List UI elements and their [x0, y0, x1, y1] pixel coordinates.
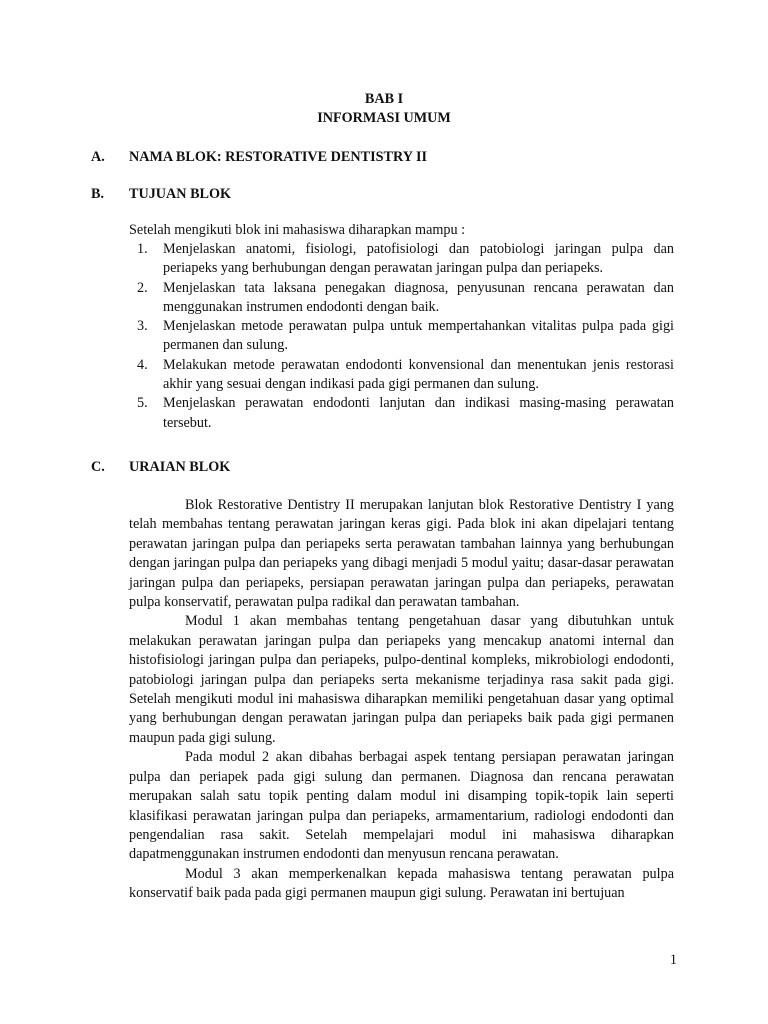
- list-item: [137, 356, 674, 395]
- list-number: 2.: [137, 279, 148, 296]
- section-c-title: URAIAN BLOK: [129, 459, 231, 475]
- chapter-number: BAB I: [364, 91, 404, 107]
- list-text: Menjelaskan tata laksana penegakan diagnosa, penyusunan rencana perawatan dan menggunakan instrumen endodonti dengan baik.: [163, 279, 674, 315]
- section-b-letter: B.: [91, 186, 105, 202]
- paragraph: Blok Restorative Dentistry II merupakan lanjutan blok Restorative Dentistry I yang telah membahas tentang perawatan jaringan keras gigi. Pada blok ini akan dipelajari tentang perawatan jaringan pulpa dan periapeks serta perawatan tambahan lainnya yang berhubungan dengan jaringan pulpa dan periapeks yang dibagi menjadi 5 modul yaitu; dasar-dasar perawatan jaringan pulpa dan periapeks, persiapan perawatan jaringan pulpa dan periapeks, perawatan pulpa konservatif, perawatan pulpa radikal dan perawatan tambahan.: [129, 497, 674, 611]
- paragraph: Modul 1 akan membahas tentang pengetahuan dasar yang dibutuhkan untuk melakukan perawatan jaringan pulpa dan periapeks yang mencakup anatomi internal dan histofisiologi jaringan pulpa dan periapeks, pulpo-dentinal kompleks, mikrobiologi endodonti, patobiologi jaringan pulpa dan periapeks serta mekanisme terjadinya rasa sakit pada gigi. Setelah mengikuti modul ini mahasiswa diharapkan memiliki pengetahuan dasar yang optimal yang berhubungan dengan perawatan jaringan pulpa dan periapeks baik pada gigi permanen maupun pada gigi sulung.: [129, 613, 674, 746]
- section-c-letter: C.: [91, 459, 105, 475]
- section-b-title: TUJUAN BLOK: [129, 186, 232, 202]
- list-item: [137, 317, 674, 356]
- paragraph: Pada modul 2 akan dibahas berbagai aspek tentang persiapan perawatan jaringan pulpa dan periapek pada gigi sulung dan permanen. Diagnosa dan rencana perawatan merupakan salah satu topik penting dalam modul ini disamping topik-topik lain seperti klasifikasi perawatan jaringan pulpa dan periapeks, armamentarium, radiologi endodonti dan pengendalian rasa sakit. Setelah mempelajari modul ini mahasiswa diharapkan dapatmenggunakan instrumen endodonti dan menyusun rencana perawatan.: [129, 749, 674, 863]
- list-number: 5.: [137, 395, 148, 412]
- section-c-body: [129, 496, 674, 904]
- list-number: 3.: [137, 318, 148, 335]
- list-number: 4.: [137, 356, 148, 373]
- list-item: [137, 394, 674, 433]
- goals-intro: Setelah mengikuti blok ini mahasiswa diharapkan mampu :: [129, 222, 466, 238]
- list-text: Menjelaskan anatomi, fisiologi, patofisiologi dan patobiologi jaringan pulpa dan periapeks yang berhubungan dengan perawatan jaringan pulpa dan periapeks.: [163, 241, 674, 277]
- page-number: 1: [669, 952, 677, 968]
- section-a-title: NAMA BLOK: RESTORATIVE DENTISTRY II: [129, 149, 428, 165]
- paragraph: Modul 3 akan memperkenalkan kepada mahasiswa tentang perawatan pulpa konservatif baik pada pada gigi permanen maupun gigi sulung. Perawatan ini bertujuan: [129, 865, 674, 902]
- list-number: 1.: [137, 241, 148, 257]
- list-item: [137, 240, 674, 279]
- list-text: Menjelaskan perawatan endodonti lanjutan dan indikasi masing-masing perawatan tersebut.: [163, 395, 674, 431]
- list-item: [137, 279, 674, 318]
- goals-list: [137, 240, 674, 433]
- section-a-letter: A.: [91, 149, 105, 165]
- list-text: Menjelaskan metode perawatan pulpa untuk mempertahankan vitalitas pulpa pada gigi permanen dan sulung.: [163, 318, 674, 354]
- chapter-heading: INFORMASI UMUM: [317, 110, 451, 126]
- list-text: Melakukan metode perawatan endodonti konvensional dan menentukan jenis restorasi akhir yang sesuai dengan indikasi pada gigi permanen dan sulung.: [163, 356, 674, 393]
